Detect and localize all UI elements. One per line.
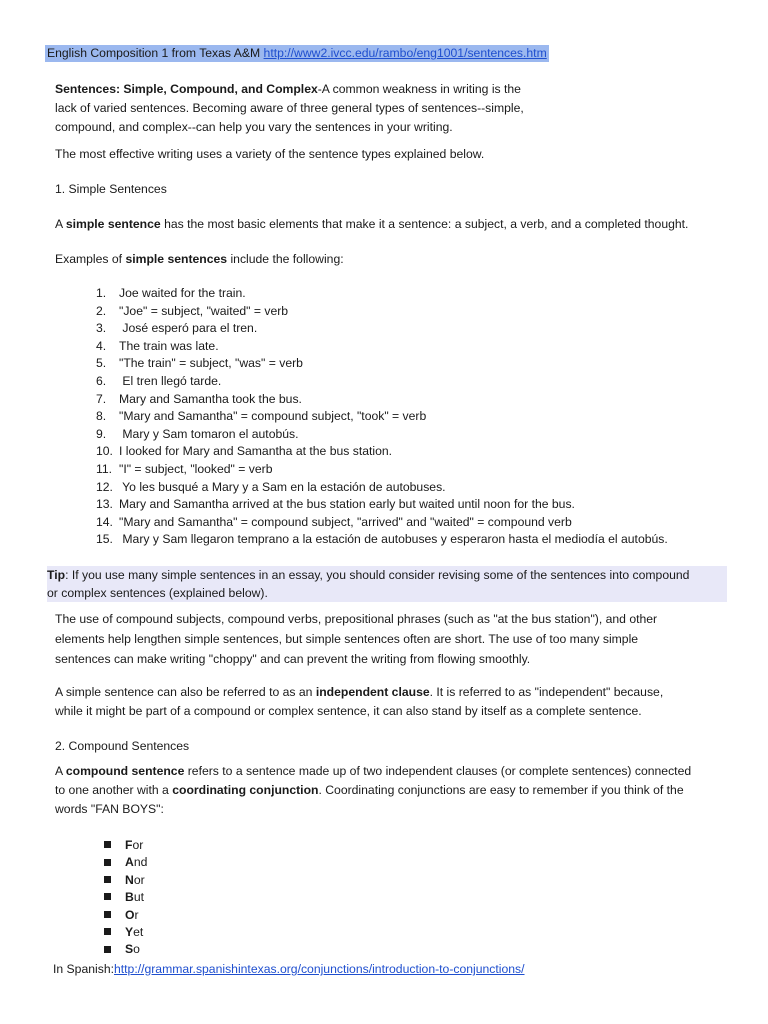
- list-item: [96, 531, 736, 549]
- compound-definition: [55, 762, 715, 819]
- list-text: Joe waited for the train.: [119, 286, 246, 300]
- initial-letter: B: [125, 890, 134, 905]
- list-number: 12.: [96, 479, 113, 494]
- tip-label: Tip: [47, 568, 66, 582]
- intro-text: -A common weakness in writing is the: [317, 82, 521, 96]
- list-text: "Mary and Samantha" = compound subject, "arrived" and "waited" = compound verb: [119, 514, 572, 529]
- initial-letter: A: [125, 855, 134, 870]
- list-number: 7.: [96, 391, 107, 406]
- initial-letter: S: [125, 942, 134, 957]
- list-text: The train was late.: [119, 338, 219, 353]
- tip-text: or complex sentences (explained below).: [47, 586, 268, 600]
- text: include the following:: [227, 252, 344, 266]
- source-link[interactable]: http://www2.ivcc.edu/rambo/eng1001/sentences.htm: [263, 46, 547, 60]
- list-text: "Mary and Samantha" = compound subject, "took" = verb: [119, 409, 427, 424]
- list-item: [96, 303, 736, 321]
- spanish-resource-line: [53, 960, 525, 978]
- bold-term: simple sentence: [65, 217, 161, 231]
- list-text: José esperó para el tren.: [119, 321, 258, 336]
- list-item: [96, 426, 736, 444]
- bold-term: independent clause: [315, 685, 430, 699]
- list-item: [96, 496, 736, 514]
- text: A simple sentence can also be referred to as an: [55, 685, 316, 699]
- list-number: 4.: [96, 338, 107, 353]
- intro-paragraph: [55, 80, 715, 137]
- list-item: [96, 373, 736, 391]
- word-rest: o: [133, 942, 140, 957]
- list-number: 11.: [96, 461, 113, 476]
- spanish-link[interactable]: http://grammar.spanishintexas.org/conjunctions/introduction-to-conjunctions/: [113, 962, 525, 976]
- list-text: Mary and Samantha arrived at the bus station early but waited until noon for the bus.: [119, 497, 575, 512]
- square-bullet-icon: [104, 859, 111, 866]
- list-text: "I" = subject, "looked" = verb: [119, 461, 273, 476]
- text: has the most basic elements that make it a sentence: a subject, a verb, and a completed thought.: [160, 217, 689, 231]
- bold-term: compound sentence: [65, 764, 185, 778]
- word-rest: nd: [133, 855, 148, 870]
- list-text: Mary y Sam tomaron el autobús.: [119, 426, 299, 441]
- intro-text: lack of varied sentences. Becoming aware of three general types of sentences--simple,: [55, 101, 524, 115]
- list-text: El tren llegó tarde.: [119, 373, 222, 388]
- list-item: [104, 907, 147, 924]
- text: Examples of: [55, 252, 126, 266]
- square-bullet-icon: [104, 946, 111, 953]
- word-rest: ut: [133, 890, 144, 905]
- list-text: "The train" = subject, "was" = verb: [119, 356, 303, 371]
- text: . Coordinating conjunctions are easy to remember if you think of the: [318, 783, 684, 797]
- list-number: 8.: [96, 409, 107, 424]
- list-item: [96, 391, 736, 409]
- examples-intro: [55, 250, 715, 269]
- text: A: [55, 217, 66, 231]
- list-text: "Joe" = subject, "waited" = verb: [119, 303, 289, 318]
- list-number: 13.: [96, 497, 113, 512]
- effective-paragraph: The most effective writing uses a variety of the sentence types explained below.: [55, 147, 485, 161]
- list-text: Yo les busqué a Mary y a Sam en la estación de autobuses.: [119, 479, 446, 494]
- list-item: [104, 889, 147, 906]
- list-number: 10.: [96, 444, 113, 459]
- bold-term: simple sentences: [125, 252, 228, 266]
- list-item: [104, 924, 147, 941]
- paragraph-line: while it might be part of a compound or complex sentence, it can also stand by itself as a complete sentence.: [55, 704, 642, 718]
- list-text: Mary y Sam llegaron temprano a la estación de autobuses y esperaron hasta el mediodía el autobús.: [119, 532, 668, 547]
- list-number: 14.: [96, 514, 113, 529]
- text: to one another with a: [55, 783, 173, 797]
- list-number: 1.: [96, 286, 107, 300]
- spanish-label: In Spanish:: [53, 962, 114, 976]
- list-item: [104, 872, 147, 889]
- list-text: I looked for Mary and Samantha at the bus station.: [119, 444, 393, 459]
- list-item: [104, 941, 147, 958]
- fanboys-list: [104, 837, 147, 959]
- word-rest: or: [132, 838, 144, 852]
- list-item: [96, 408, 736, 426]
- square-bullet-icon: [104, 928, 111, 935]
- text: refers to a sentence made up of two independent clauses (or complete sentences) connected: [184, 764, 692, 778]
- independent-paragraph: [55, 683, 715, 721]
- list-text: Mary and Samantha took the bus.: [119, 391, 302, 406]
- square-bullet-icon: [104, 876, 111, 883]
- simple-definition: [55, 215, 715, 234]
- header-source-line: [45, 45, 549, 62]
- text: A: [55, 764, 66, 778]
- tip-callout: [47, 566, 727, 602]
- paragraph-line: The use of compound subjects, compound verbs, prepositional phrases (such as "at the bus station"), and other: [55, 612, 658, 626]
- compound-use-paragraph: [55, 609, 715, 669]
- list-item: [104, 854, 147, 871]
- square-bullet-icon: [104, 911, 111, 918]
- list-item: [96, 355, 736, 373]
- bold-term: coordinating conjunction: [172, 783, 319, 797]
- intro-title: Sentences: Simple, Compound, and Complex: [55, 82, 318, 96]
- list-number: 6.: [96, 373, 107, 388]
- word-rest: or: [133, 872, 145, 887]
- word-rest: r: [134, 907, 139, 922]
- square-bullet-icon: [104, 893, 111, 900]
- list-item: [96, 285, 736, 303]
- section-heading-compound: 2. Compound Sentences: [55, 739, 190, 753]
- section-heading-simple: 1. Simple Sentences: [55, 182, 167, 196]
- list-number: 5.: [96, 356, 107, 371]
- paragraph-line: words "FAN BOYS":: [55, 802, 164, 816]
- list-item: [96, 461, 736, 479]
- initial-letter: O: [125, 907, 135, 922]
- list-number: 3.: [96, 321, 107, 336]
- list-item: [96, 514, 736, 532]
- list-number: 2.: [96, 303, 107, 318]
- list-item: [96, 443, 736, 461]
- paragraph-line: sentences can make writing "choppy" and can prevent the writing from flowing smoothly.: [55, 652, 531, 666]
- word-rest: et: [133, 924, 144, 939]
- examples-list: [96, 285, 736, 549]
- initial-letter: Y: [125, 924, 134, 939]
- square-bullet-icon: [104, 841, 111, 848]
- list-item: [96, 338, 736, 356]
- list-item: [104, 837, 147, 854]
- paragraph-line: elements help lengthen simple sentences, but simple sentences often are short. The use of too many simple: [55, 632, 639, 646]
- list-item: [96, 320, 736, 338]
- intro-text: compound, and complex--can help you vary the sentences in your writing.: [55, 120, 453, 134]
- list-number: 9.: [96, 426, 107, 441]
- text: . It is referred to as "independent" because,: [429, 685, 664, 699]
- initial-letter: N: [125, 872, 134, 887]
- tip-text: : If you use many simple sentences in an essay, you should consider revising some of the sentences into compound: [65, 568, 690, 582]
- list-number: 15.: [96, 532, 113, 547]
- initial-letter: F: [125, 838, 133, 852]
- list-item: [96, 479, 736, 497]
- header-title: English Composition 1 from Texas A&M: [47, 46, 264, 60]
